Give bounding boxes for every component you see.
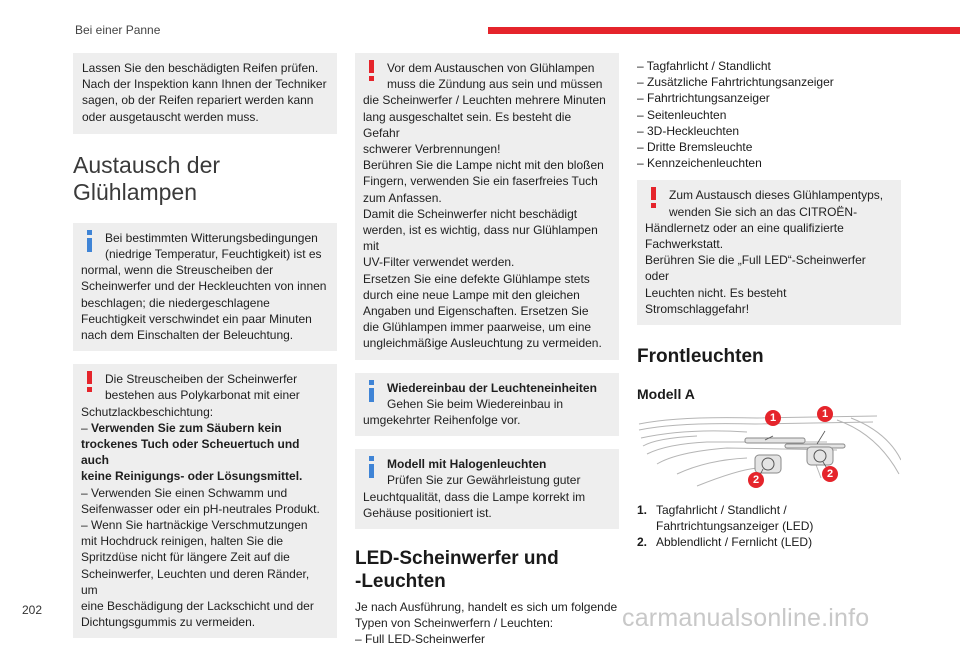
bold-text: trockenes Tuch oder Scheuertuch und auch	[81, 437, 300, 468]
bold-text: Wiedereinbau der Leuchteneinheiten	[387, 380, 597, 395]
column-2	[355, 53, 619, 648]
text-line: lang ausgeschaltet sein. Es besteht die Gefahr	[363, 109, 572, 140]
led-section-heading	[355, 547, 619, 593]
bullet-dash: –	[81, 420, 92, 435]
text-line: ungleichmäßige Ausleuchtung zu vermeiden.	[363, 336, 602, 351]
callout-1a: 1	[765, 410, 781, 426]
legend-number: 2.	[637, 535, 648, 550]
text-line: wenden Sie sich an das CITROËN-	[669, 204, 858, 219]
text-line: oder ausgetauscht werden muss.	[82, 109, 259, 124]
text-line: Ersetzen Sie eine defekte Glühlampe stets	[363, 271, 590, 286]
text-line	[387, 456, 611, 472]
text-line: Damit die Scheinwerfer nicht beschädigt	[363, 206, 578, 221]
text-line: muss die Zündung aus sein und müssen	[387, 77, 603, 92]
callout-2b: 2	[822, 466, 838, 482]
page-number: 202	[22, 603, 43, 617]
text-line	[81, 468, 329, 484]
text-line: Fachwerkstatt.	[645, 237, 724, 252]
text-line: Feuchtigkeit verschwindet ein paar Minuten	[81, 311, 312, 326]
warning-box-burn-risk	[355, 53, 619, 360]
list-item: – Seitenleuchten	[637, 107, 727, 122]
column-3	[637, 58, 901, 551]
text-line: Bei bestimmten Witterungsbedingungen	[105, 230, 318, 245]
heading-line: LED-Scheinwerfer und	[355, 548, 559, 570]
warning-icon	[81, 371, 99, 391]
text-line: die Glühlampen immer paarweise, um eine	[363, 320, 592, 335]
list-item: – Fahrtrichtungsanzeiger	[637, 91, 770, 106]
text-line: umgekehrter Reihenfolge vor.	[363, 413, 521, 428]
warning-icon	[363, 60, 381, 80]
callout-2a: 2	[748, 472, 764, 488]
list-item: – Dritte Bremsleuchte	[637, 140, 753, 155]
text-line: Zum Austausch dieses Glühlampentyps,	[669, 188, 884, 203]
text-line: Berühren Sie die Lampe nicht mit den bloßen	[363, 158, 604, 173]
text-line: Berühren Sie die „Full LED“-Scheinwerfer oder	[645, 253, 866, 284]
list-item: – Kennzeichenleuchten	[637, 156, 762, 171]
text-line: nach dem Einschalten der Beleuchtung.	[81, 328, 294, 343]
text-line: Die Streuscheiben der Scheinwerfer	[105, 372, 298, 387]
list-item: – Zusätzliche Fahrtrichtungsanzeiger	[637, 75, 834, 90]
bold-text: Verwenden Sie zum Säubern kein	[91, 420, 282, 435]
callout-1b: 1	[817, 406, 833, 422]
led-intro	[355, 599, 619, 648]
text-line: Spritzdüse nicht für längere Zeit auf die	[81, 550, 290, 565]
bold-text: Modell mit Halogenleuchten	[387, 457, 547, 472]
text-line: – Wenn Sie hartnäckige Verschmutzungen	[81, 518, 308, 533]
text-line: Nach der Inspektion kann Ihnen der Techniker	[82, 77, 327, 92]
warning-icon	[645, 187, 663, 207]
text-line: mit Hochdruck reinigen, halten Sie die	[81, 534, 284, 549]
list-item: – Tagfahrlicht / Standlicht	[637, 59, 771, 73]
text-line: Fingern, verwenden Sie ein faserfreies Tuch	[363, 174, 598, 189]
text-line	[81, 436, 329, 468]
warning-box-polycarbonate	[73, 364, 337, 638]
text-line: schwerer Verbrennungen!	[363, 142, 501, 157]
lamp-type-list	[637, 58, 901, 171]
header-accent-bar	[488, 27, 960, 34]
text-line: Vor dem Austauschen von Glühlampen	[387, 61, 595, 75]
text-line: Scheinwerfer, Leuchten und deren Ränder, um	[81, 566, 310, 597]
text-line: eine Beschädigung der Lackschicht und der	[81, 599, 314, 614]
model-a-title: Modell A	[637, 386, 695, 403]
text-line: durch eine neue Lampe mit den gleichen	[363, 287, 580, 302]
text-line: Tagfahrlicht / Standlicht /	[656, 503, 787, 518]
legend-list	[637, 502, 901, 551]
text-line: Lassen Sie den beschädigten Reifen prüfen.	[82, 61, 319, 75]
watermark: carmanualsonline.info	[622, 604, 870, 632]
info-icon	[81, 230, 99, 250]
text-line: Scheinwerfer und der Heckleuchten von innen	[81, 279, 327, 294]
text-line: – Verwenden Sie einen Schwamm und	[81, 485, 288, 500]
text-line: Fahrtrichtungsanzeiger (LED)	[656, 519, 814, 534]
text-line: Dichtungsgummis zu vermeiden.	[81, 615, 256, 630]
text-line: Je nach Ausführung, handelt es sich um folgende	[355, 600, 618, 615]
info-box-condensation	[73, 223, 337, 351]
text-line: Typen von Scheinwerfern / Leuchten:	[355, 616, 554, 631]
section-title-bulb-replacement: Austausch der Glühlampen	[73, 151, 221, 205]
text-line: Leuchten nicht. Es besteht Stromschlaggefahr!	[645, 285, 787, 316]
text-line	[81, 420, 329, 436]
info-box-reassembly	[355, 373, 619, 437]
text-line: beschlagen; die niedergeschlagene	[81, 295, 270, 310]
legend-item	[637, 534, 901, 550]
legend-item	[637, 502, 901, 534]
headlight-illustration	[637, 414, 901, 494]
section-title-front-lights: Frontleuchten	[637, 346, 764, 368]
text-line: bestehen aus Polykarbonat mit einer	[105, 388, 300, 403]
text-line: sagen, ob der Reifen repariert werden kann	[82, 93, 314, 108]
text-line: zum Anfassen.	[363, 190, 442, 205]
text-line: Prüfen Sie zur Gewährleistung guter	[387, 473, 581, 488]
header-section-title: Bei einer Panne	[75, 23, 161, 37]
bold-text: keine Reinigungs- oder Lösungsmittel.	[81, 469, 303, 484]
text-line: Abblendlicht / Fernlicht (LED)	[656, 535, 813, 550]
text-line: Leuchtqualität, dass die Lampe korrekt im	[363, 489, 586, 504]
column-1	[73, 53, 337, 638]
text-line: normal, wenn die Streuscheiben der	[81, 263, 274, 278]
text-line: – Full LED-Scheinwerfer	[355, 632, 486, 647]
text-line: Seifenwasser oder ein pH-neutrales Produkt.	[81, 501, 320, 516]
text-line: werden, ist es wichtig, dass nur Glühlampen mit	[363, 223, 598, 254]
list-item: – 3D-Heckleuchten	[637, 123, 740, 138]
text-line: (niedrige Temperatur, Feuchtigkeit) ist es	[105, 247, 322, 262]
warning-box-full-led	[637, 180, 901, 325]
info-box-halogen	[355, 449, 619, 529]
text-line	[387, 380, 611, 396]
text-line: die Scheinwerfer / Leuchten mehrere Minuten	[363, 93, 606, 108]
text-line: Gehen Sie beim Wiedereinbau in	[387, 396, 564, 411]
heading-line: -Leuchten	[355, 571, 446, 593]
info-icon	[363, 380, 381, 400]
text-line: UV-Filter verwendet werden.	[363, 255, 515, 270]
text-line: Schutzlackbeschichtung:	[81, 404, 214, 419]
text-line: Gehäuse positioniert ist.	[363, 505, 492, 520]
tire-note-box	[73, 53, 337, 134]
text-line: Händlernetz oder an eine qualifizierte	[645, 220, 844, 235]
text-line: Angaben und Eigenschaften. Ersetzen Sie	[363, 304, 589, 319]
legend-number: 1.	[637, 503, 648, 518]
info-icon	[363, 456, 381, 476]
